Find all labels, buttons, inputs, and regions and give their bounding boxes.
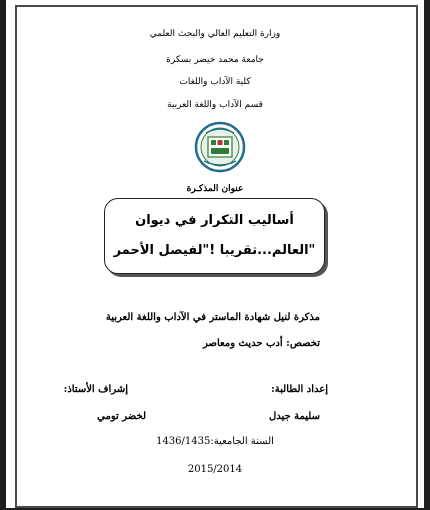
document-page: [6, 0, 424, 508]
memo-title-label: عنوان المذكـرة: [186, 184, 244, 194]
supervisor-label: إشراف الأستاذ:: [63, 384, 128, 395]
university-emblem-icon: [194, 121, 246, 173]
degree-line: مذكرة لنيل شهادة الماستر في الآداب واللغة العربية: [105, 312, 320, 323]
title-line-1: أساليب التكرار في ديوان: [135, 213, 294, 228]
student-name: سليمة جيدل: [268, 411, 320, 422]
specialty-line: تخصص: أدب حديث ومعاصر: [202, 338, 320, 349]
title-box: [104, 198, 325, 274]
academic-year-hijri: السنة الجامعية:1436/1435: [156, 436, 274, 447]
title-line-2: "العالم...تقريبا !"لفيصل الأحمر: [113, 243, 316, 258]
faculty-line: كلية الآداب واللغات: [179, 77, 251, 87]
supervisor-name: لخضر تومي: [97, 411, 146, 422]
student-label: إعداد الطالبة:: [271, 384, 328, 395]
department-line: قسم الآداب واللغة العربية: [167, 100, 263, 110]
university-line: جامعة محمد خيضر بسكرة: [166, 55, 264, 65]
academic-year: 2015/2014: [187, 464, 243, 475]
ministry-line: وزارة التعليم العالي والبحث العلمي: [149, 29, 281, 39]
